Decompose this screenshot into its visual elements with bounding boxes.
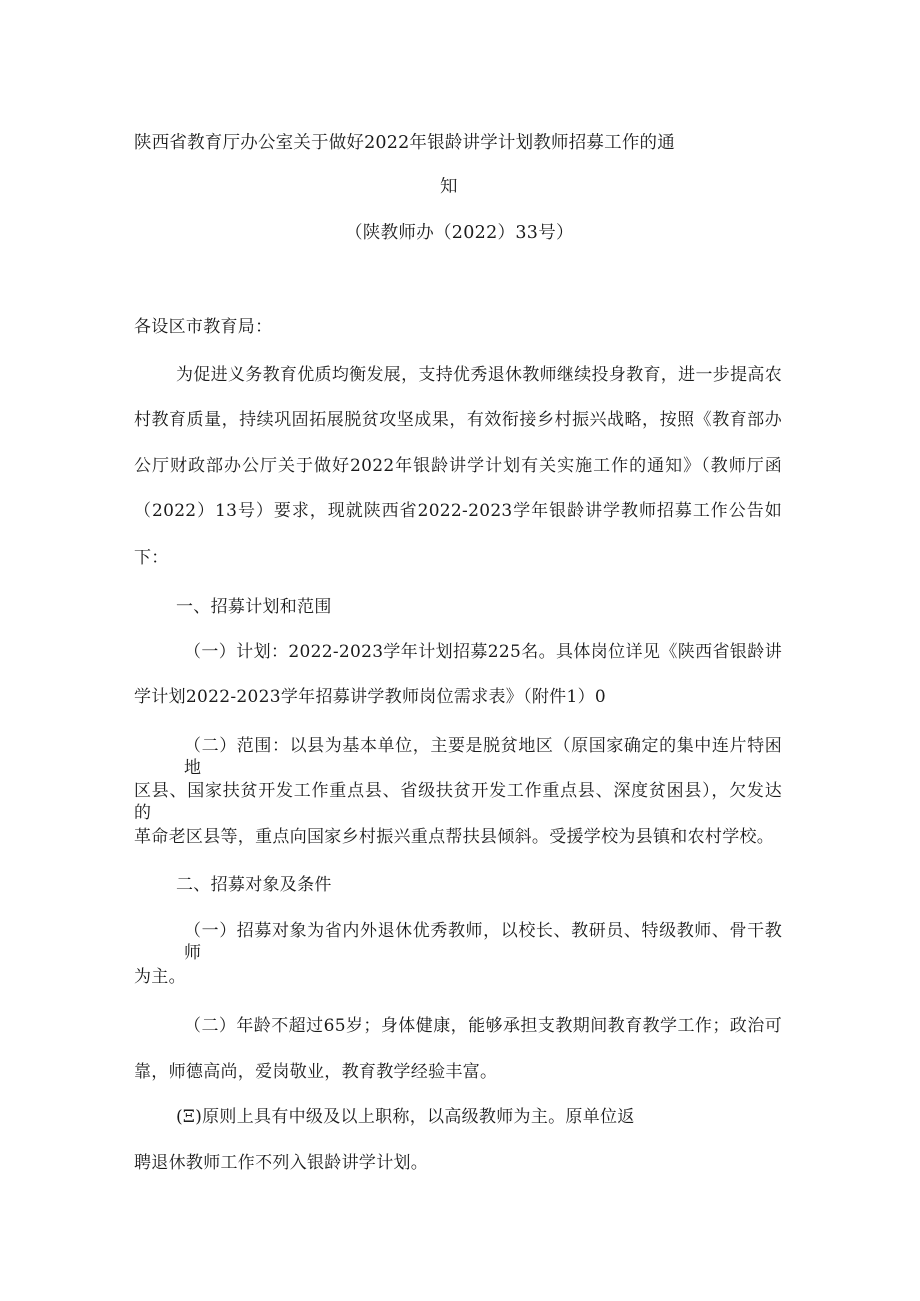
section2-item2-line: （二）年龄不超过65岁；身体健康，能够承担支教期间教育教学工作；政治可 — [184, 1016, 782, 1036]
section2-item3-line: 聘退休教师工作不列入银龄讲学计划。 — [134, 1153, 429, 1173]
intro-paragraph-line: 为促进义务教育优质均衡发展，支持优秀退休教师继续投身教育，进一步提高农 — [176, 365, 782, 385]
intro-paragraph-line: 村教育质量，持续巩固拓展脱贫攻坚成果，有效衔接乡村振兴战略，按照《教育部办 — [134, 410, 782, 430]
document-title-line1: 陕西省教育厅办公室关于做好2022年银龄讲学计划教师招募工作的通 — [134, 133, 675, 153]
section1-item2-line: 革命老区县等，重点向国家乡村振兴重点帮扶县倾斜。受援学校为县镇和农村学校。 — [134, 827, 775, 847]
section1-item1-line: 学计划2022-2023学年招募讲学教师岗位需求表》（附件1）0 — [134, 687, 607, 707]
section2-item1-line: （一）招募对象为省内外退休优秀教师，以校长、教研员、特级教师、骨干教师 — [184, 921, 782, 963]
section1-item2-line: （二）范围：以县为基本单位，主要是脱贫地区（原国家确定的集中连片特困地 — [184, 736, 782, 778]
section1-item2-line: 区县、国家扶贫开发工作重点县、省级扶贫开发工作重点县、深度贫困县），欠发达的 — [134, 781, 782, 823]
section1-item1-line: （一）计划：2022-2023学年计划招募225名。具体岗位详见《陕西省银龄讲 — [184, 642, 782, 662]
document-number: （陕教师办（2022）33号） — [345, 223, 574, 243]
intro-paragraph-line: 公厅财政部办公厅关于做好2022年银龄讲学计划有关实施工作的通知》（教师厅函 — [134, 456, 782, 476]
section2-item2-line: 靠，师德高尚，爱岗敬业，教育教学经验丰富。 — [134, 1062, 498, 1082]
salutation: 各设区市教育局： — [134, 317, 273, 337]
intro-paragraph-line: 下： — [134, 548, 169, 568]
section2-item3-line: (Ξ)原则上具有中级及以上职称，以高级教师为主。原单位返 — [176, 1107, 635, 1127]
section1-heading: 一、招募计划和范围 — [176, 597, 332, 617]
intro-paragraph-line: （2022）13号）要求，现就陕西省2022-2023学年银龄讲学教师招募工作公告如 — [134, 501, 782, 521]
document-title-line2: 知 — [440, 177, 458, 197]
section2-heading: 二、招募对象及条件 — [176, 875, 332, 895]
section2-item1-line: 为主。 — [134, 967, 186, 987]
